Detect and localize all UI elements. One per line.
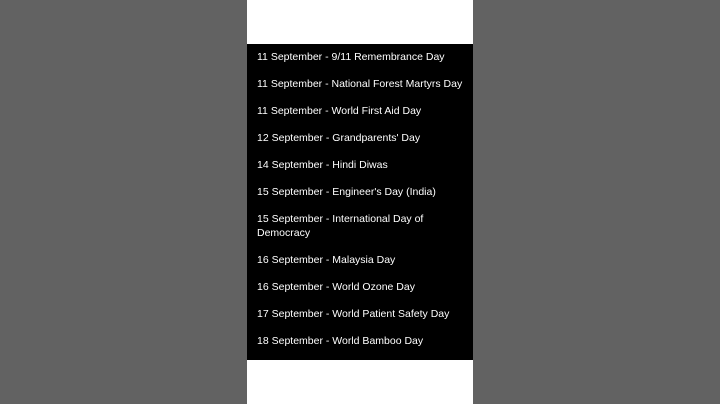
event-item: 15 September - International Day of Democracy — [257, 213, 424, 239]
event-list — [257, 51, 463, 348]
event-item: 11 September - 9/11 Remembrance Day — [257, 51, 445, 63]
event-item: 11 September - National Forest Martyrs Day — [257, 78, 463, 90]
event-item: 18 September - World Bamboo Day — [257, 334, 424, 347]
event-item: 14 September - Hindi Diwas — [257, 159, 388, 171]
event-item: 15 September - Engineer's Day (India) — [257, 186, 436, 198]
event-item: 11 September - World First Aid Day — [257, 105, 422, 117]
event-item: 16 September - Malaysia Day — [257, 253, 396, 266]
video-frame[interactable] — [247, 0, 473, 404]
event-item: 16 September - World Ozone Day — [257, 280, 415, 293]
event-item: 12 September - Grandparents' Day — [257, 132, 421, 144]
event-list-panel — [247, 44, 473, 360]
event-item: 17 September - World Patient Safety Day — [257, 307, 450, 320]
